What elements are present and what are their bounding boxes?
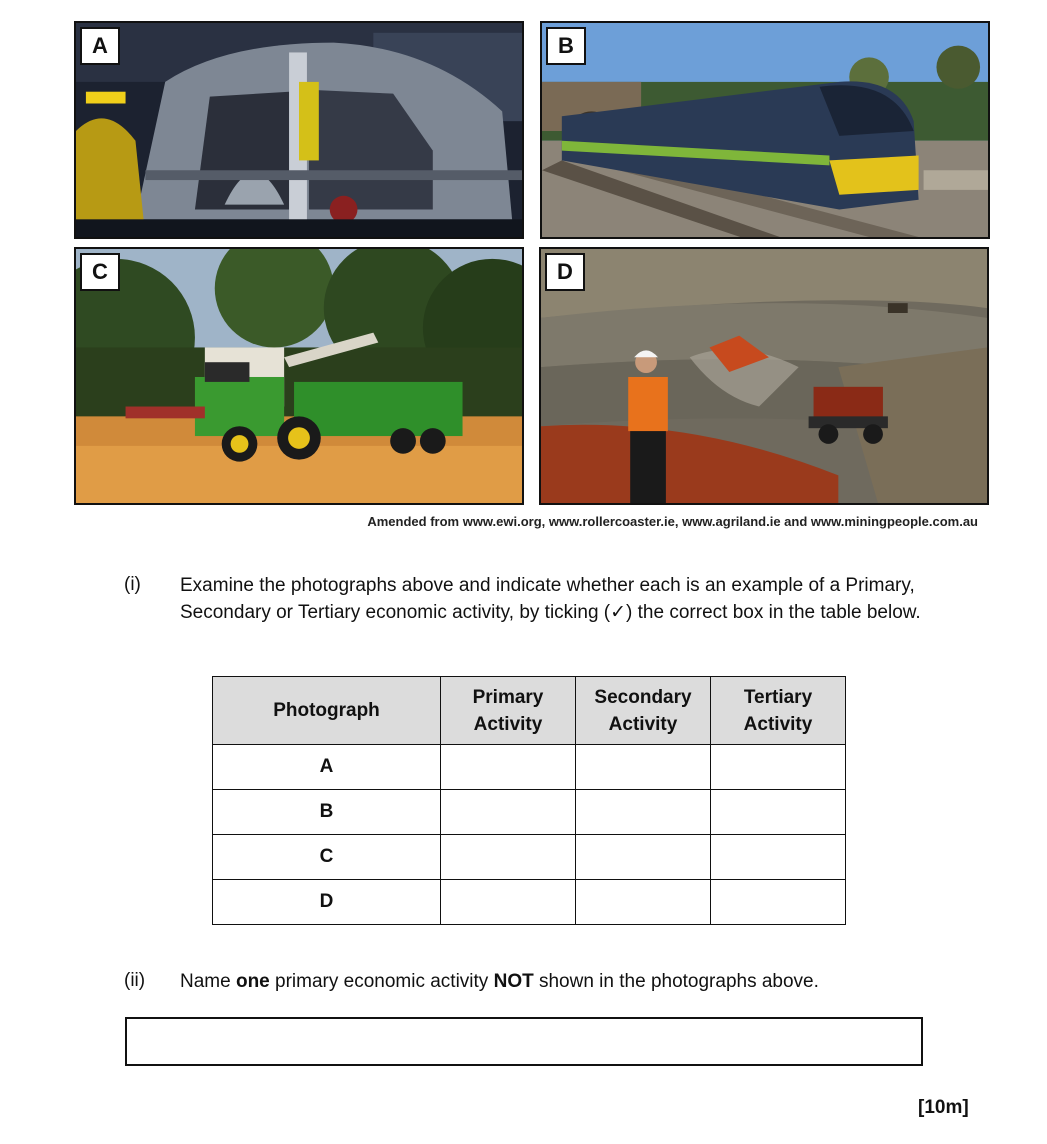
photo-d <box>539 247 989 505</box>
question-i-text: Examine the photographs above and indicate whether each is an example of a Primary, Secondary or Tertiary economic activity, by ticking (✓) the correct box in the table below. <box>180 575 921 623</box>
answer-table <box>212 676 846 925</box>
photo-label-c: C <box>80 253 120 291</box>
train-image <box>542 23 988 237</box>
photo-label-b: B <box>546 27 586 65</box>
table-header-row <box>213 677 846 745</box>
tick-box-d-primary[interactable] <box>441 880 576 925</box>
question-ii-number: (ii) <box>124 970 146 991</box>
row-label-d: D <box>213 880 441 925</box>
tick-box-c-secondary[interactable] <box>576 835 711 880</box>
tick-box-d-tertiary[interactable] <box>711 880 846 925</box>
photo-b <box>540 21 990 239</box>
photo-c <box>74 247 524 505</box>
answer-box-ii[interactable] <box>125 1017 923 1066</box>
tick-box-b-tertiary[interactable] <box>711 790 846 835</box>
tick-box-c-primary[interactable] <box>441 835 576 880</box>
header-secondary-activity: Secondary Activity <box>576 677 711 745</box>
photo-a <box>74 21 524 239</box>
row-label-c: C <box>213 835 441 880</box>
mining-image <box>541 249 987 503</box>
question-i-number: (i) <box>124 574 141 595</box>
tick-box-b-primary[interactable] <box>441 790 576 835</box>
row-label-b: B <box>213 790 441 835</box>
table-row <box>213 745 846 790</box>
photo-label-a: A <box>80 27 120 65</box>
tick-box-b-secondary[interactable] <box>576 790 711 835</box>
photo-credit: Amended from www.ewi.org, www.rollercoaster.ie, www.agriland.ie and www.miningpeople.com.au <box>367 514 978 529</box>
table-row <box>213 880 846 925</box>
tick-box-a-primary[interactable] <box>441 745 576 790</box>
tick-box-a-secondary[interactable] <box>576 745 711 790</box>
question-ii-text: Name one primary economic activity NOT shown in the photographs above. <box>180 971 819 992</box>
header-photograph: Photograph <box>213 677 441 745</box>
header-primary-activity: Primary Activity <box>441 677 576 745</box>
tick-box-a-tertiary[interactable] <box>711 745 846 790</box>
harvest-image <box>76 249 522 503</box>
table-row <box>213 835 846 880</box>
car-assembly-image <box>76 23 522 237</box>
marks-label: [10m] <box>918 1097 969 1118</box>
table-row <box>213 790 846 835</box>
row-label-a: A <box>213 745 441 790</box>
tick-box-c-tertiary[interactable] <box>711 835 846 880</box>
photo-label-d: D <box>545 253 585 291</box>
header-tertiary-activity: Tertiary Activity <box>711 677 846 745</box>
tick-box-d-secondary[interactable] <box>576 880 711 925</box>
